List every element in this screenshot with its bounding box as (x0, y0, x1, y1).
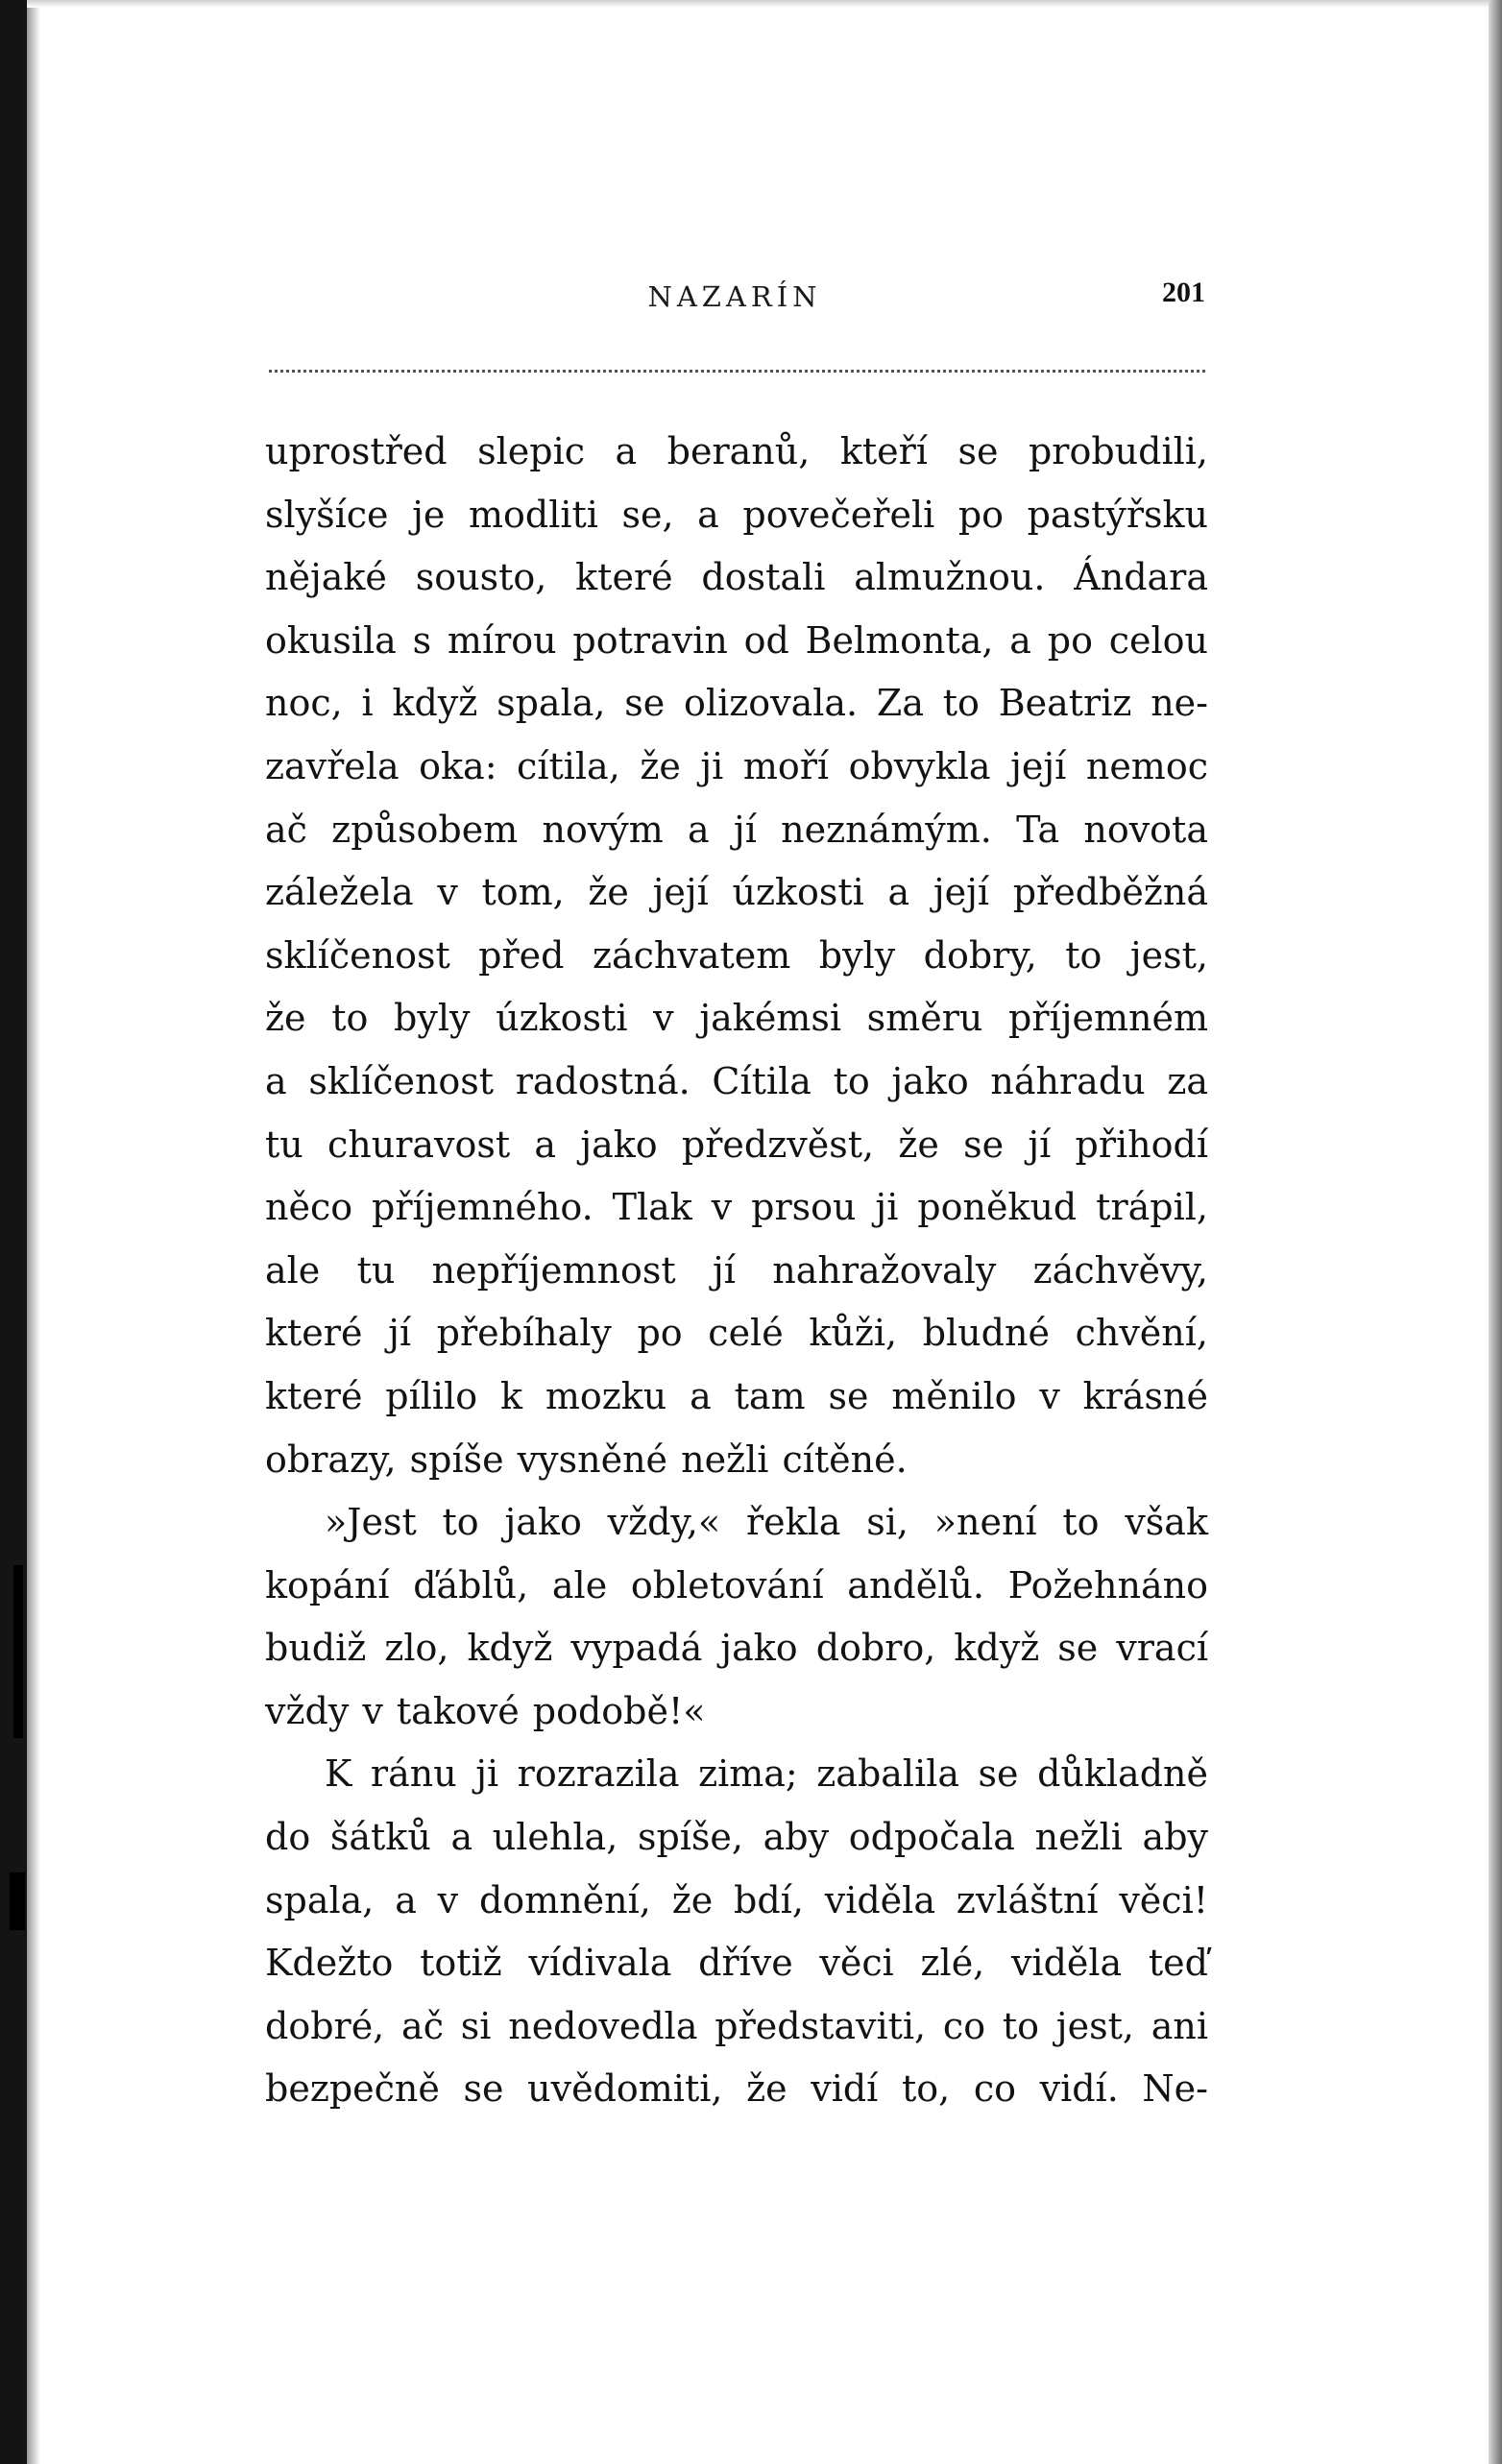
text-line: spala, a v domnění, že bdí, viděla zvláštní věci! (265, 1878, 1208, 1921)
text-line: ale tu nepříjemnost jí nahražovaly záchvěvy, (265, 1248, 1208, 1292)
page-binding-shadow (27, 0, 40, 2464)
text-line: K ránu ji rozrazila zima; zabalila se důkladně (325, 1752, 1208, 1796)
text-line: Kdežto totiž vídivala dříve věci zlé, viděla teď (265, 1942, 1208, 1985)
text-line: vždy v takové podobě!« (265, 1689, 706, 1732)
page-binding-edge (0, 0, 27, 2464)
text-line: dobré, ač si nedovedla představiti, co to jest, ani (265, 2004, 1208, 2047)
text-line: ač způsobem novým a jí neznámým. Ta novota (265, 808, 1208, 851)
text-line: sklíčenost před záchvatem byly dobry, to jest, (265, 933, 1208, 977)
text-line: »Jest to jako vždy,« řekla si, »není to však (325, 1501, 1208, 1544)
running-head (264, 277, 1205, 319)
text-line: slyšíce je modliti se, a povečeřeli po pastýřsku (265, 493, 1208, 536)
page-number: 201 (1162, 277, 1205, 308)
text-line: které jí přebíhaly po celé kůži, bludné chvění, (265, 1312, 1208, 1355)
text-line: něco příjemného. Tlak v prsou ji poněkud trápil, (265, 1186, 1208, 1229)
text-line: kopání ďáblů, ale obletování andělů. Požehnáno (265, 1563, 1208, 1606)
text-line: a sklíčenost radostná. Cítila to jako náhradu za (265, 1059, 1208, 1102)
binding-mark (13, 1565, 23, 1738)
page-right-edge (1489, 0, 1502, 2464)
text-line: záležela v tom, že její úzkosti a její předběžná (265, 871, 1208, 914)
text-line: okusila s mírou potravin od Belmonta, a po celou (265, 618, 1208, 662)
text-line: obrazy, spíše vysněné nežli cítěné. (265, 1437, 908, 1481)
body-text (265, 421, 1208, 2121)
text-line: uprostřed slepic a beranů, kteří se probudili, (265, 430, 1208, 472)
text-line: zavřela oka: cítila, že ji moří obvykla její nemoc (265, 744, 1208, 787)
text-line: nějaké sousto, které dostali almužnou. Ándara (265, 556, 1208, 599)
text-line: bezpečně se uvědomiti, že vidí to, co vidí. Ne- (265, 2067, 1208, 2111)
binding-mark (10, 1872, 25, 1930)
text-line: budiž zlo, když vypadá jako dobro, když se vrací (265, 1627, 1208, 1670)
text-line: které pílilo k mozku a tam se měnilo v krásné (265, 1374, 1208, 1417)
header-dotted-rule (269, 370, 1205, 373)
text-line: že to byly úzkosti v jakémsi směru příjemném (265, 997, 1208, 1040)
text-line: noc, i když spala, se olizovala. Za to Beatriz ne- (265, 682, 1208, 725)
running-head-title: NAZARÍN (647, 280, 822, 313)
text-line: tu churavost a jako předzvěst, že se jí přihodí (265, 1123, 1208, 1166)
page-top-edge (27, 0, 1489, 8)
text-line: do šátků a ulehla, spíše, aby odpočala nežli aby (265, 1816, 1208, 1859)
